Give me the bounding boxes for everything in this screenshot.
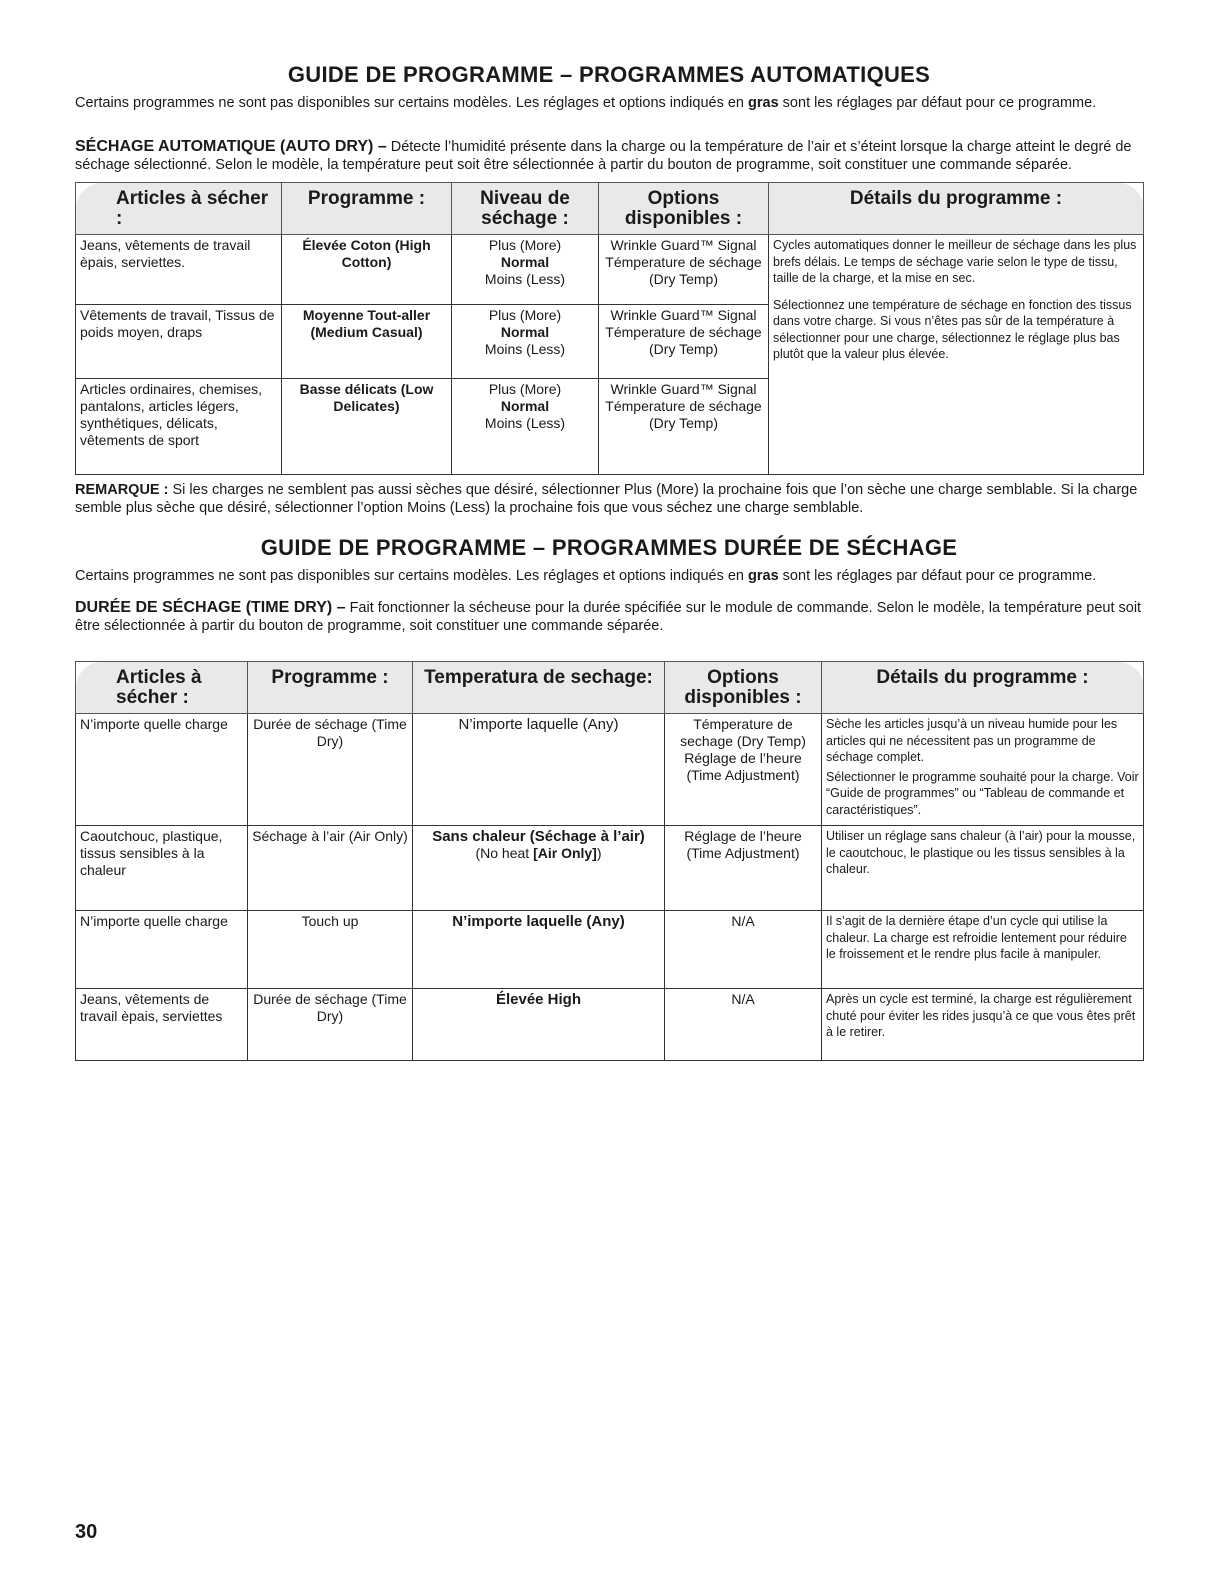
details-paragraph: Cycles automatiques donner le meilleur de séchage dans les plus brefs délais. Le temps de séchage varie selon le type de tissu, taille de la charge, et la mise en sec.: [773, 238, 1137, 285]
options-cell: N/A: [665, 989, 822, 1061]
table-row: [76, 714, 1144, 826]
program-cell: Durée de séchage (Time Dry): [248, 989, 413, 1061]
auto-dry-definition: [75, 138, 1143, 174]
items-cell: Jeans, vêtements de travail èpais, serviettes.: [76, 235, 282, 305]
definition-text: Fait fonctionner la sécheuse pour la durée spécifiée sur le module de commande. Selon le modèle, la température peut soit être sélectionnée à partir du bouton de programme, soit constituer une commande séparée.: [75, 600, 1142, 634]
details-paragraph: Sélectionnez une température de séchage en fonction des tissus dans votre charge. Si vous n’êtes pas sûr de la température à sélectionner pour une charge, sélectionnez le réglage plus bas plutôt que la valeur plus élevée.: [773, 297, 1132, 361]
header-items: Articles à sécher :: [76, 183, 282, 235]
level-cell: [452, 305, 599, 379]
program-cell: Élevée Coton (High Cotton): [282, 235, 452, 305]
level-more: Plus (More): [488, 381, 562, 397]
time-dry-definition: [75, 599, 1143, 635]
items-cell: Caoutchouc, plastique, tissus sensibles à la chaleur: [76, 826, 248, 911]
section1-title: GUIDE DE PROGRAMME – PROGRAMMES AUTOMATIQUES: [287, 62, 931, 87]
details-paragraph: Sélectionner le programme souhaité pour la charge. Voir “Guide de programmes” ou “Tableau de commande et caractéristiques”.: [826, 769, 1139, 817]
remark: [75, 481, 1143, 517]
details-cell: Il s’agit de la dernière étape d’un cycle qui utilise la chaleur. La charge est refroidie lentement pour réduire le froissement et le rendre plus facile à manipuler.: [822, 911, 1144, 989]
items-cell: Articles ordinaires, chemises, pantalons, articles légers, synthétiques, délicats, vêtements de sport: [76, 379, 282, 475]
options-cell: Wrinkle Guard™ Signal Témperature de séchage (Dry Temp): [599, 235, 769, 305]
page-number: 30: [75, 1521, 98, 1543]
header-options: Options disponibles :: [599, 183, 769, 235]
header-details: Détails du programme :: [822, 662, 1144, 714]
program-cell: Durée de séchage (Time Dry): [248, 714, 413, 826]
remark-text: Si les charges ne semblent pas aussi sèches que désiré, sélectionner Plus (More) la prochaine fois que l’on sèche une charge semblable. Si la charge semble plus sèche que désiré, sélectionner l’option Moins (Less) la prochaine fois que vous séchez une charge semblable.: [75, 482, 1138, 516]
table-row: [76, 826, 1144, 911]
table-header-row: [76, 183, 1144, 235]
auto-program-table: [75, 182, 1144, 475]
temperature-bold: Sans chaleur (Séchage à l’air): [432, 828, 645, 845]
header-program: Programme :: [282, 183, 452, 235]
intro-text-end: sont les réglages par défaut pour ce programme.: [778, 568, 1097, 584]
intro-text: Certains programmes ne sont pas disponibles sur certains modèles. Les réglages et options indiqués en: [75, 95, 749, 111]
header-temperature: Temperatura de sechage:: [413, 662, 665, 714]
temperature-cell: N’importe laquelle (Any): [413, 911, 665, 989]
definition-text: Détecte l’humidité présente dans la charge ou la température de l’air et s’éteint lorsque la charge atteint le degré de séchage sélectionné. Selon le modèle, la température peut soit être sélectionnée à partir du bouton de programme, soit constituer une commande séparée.: [75, 139, 1132, 173]
items-cell: Vêtements de travail, Tissus de poids moyen, draps: [76, 305, 282, 379]
temperature-bold-inline: [Air Only]: [533, 845, 597, 861]
intro-text-end: sont les réglages par défaut pour ce programme.: [778, 95, 1097, 111]
temperature-cell: Élevée High: [413, 989, 665, 1061]
header-options: Options disponibles :: [665, 662, 822, 714]
level-normal: Normal: [500, 398, 550, 414]
definition-term: DURÉE DE SÉCHAGE (TIME DRY) –: [75, 599, 346, 616]
level-cell: [452, 379, 599, 475]
details-cell: [769, 235, 1144, 475]
details-cell: Utiliser un réglage sans chaleur (à l’air) pour la mousse, le caoutchouc, le plastique ou les tissus sensibles à la chaleur.: [822, 826, 1144, 911]
level-more: Plus (More): [488, 237, 562, 253]
table-row: [76, 235, 1144, 305]
header-program: Programme :: [248, 662, 413, 714]
program-cell: Moyenne Tout-aller (Medium Casual): [282, 305, 452, 379]
intro-bold: gras: [748, 568, 779, 584]
header-details: Détails du programme :: [769, 183, 1144, 235]
level-less: Moins (Less): [484, 415, 566, 431]
definition-term: SÉCHAGE AUTOMATIQUE (AUTO DRY) –: [75, 138, 387, 155]
items-cell: N’importe quelle charge: [76, 714, 248, 826]
header-items: Articles à sécher :: [76, 662, 248, 714]
level-cell: [452, 235, 599, 305]
level-normal: Normal: [500, 254, 550, 270]
details-cell: [822, 714, 1144, 826]
program-cell: Séchage à l’air (Air Only): [248, 826, 413, 911]
section2-intro: [75, 567, 1143, 585]
table-header-row: [76, 662, 1144, 714]
header-level: Niveau de séchage :: [452, 183, 599, 235]
temperature-cell: [413, 826, 665, 911]
level-more: Plus (More): [488, 307, 562, 323]
items-cell: Jeans, vêtements de travail èpais, serviettes: [76, 989, 248, 1061]
program-cell: Touch up: [248, 911, 413, 989]
section2-title: GUIDE DE PROGRAMME – PROGRAMMES DURÉE DE SÉCHAGE: [260, 535, 958, 560]
level-less: Moins (Less): [484, 271, 566, 287]
section1-intro: [75, 94, 1143, 112]
level-normal: Normal: [500, 324, 550, 340]
options-cell: Témperature de sechage (Dry Temp) Réglage de l’heure (Time Adjustment): [665, 714, 822, 826]
temperature-end: ): [596, 845, 602, 861]
program-cell: Basse délicats (Low Delicates): [282, 379, 452, 475]
temperature-cell: N’importe laquelle (Any): [413, 714, 665, 826]
temperature-normal: (No heat: [475, 845, 534, 861]
details-paragraph: Sèche les articles jusqu’à un niveau humide pour les articles qui ne nécessitent pas un programme de séchage complet.: [826, 717, 1118, 764]
intro-bold: gras: [748, 95, 779, 111]
options-cell: Wrinkle Guard™ Signal Témperature de séchage (Dry Temp): [599, 379, 769, 475]
options-cell: Réglage de l’heure (Time Adjustment): [665, 826, 822, 911]
time-program-table: [75, 661, 1144, 1061]
options-cell: N/A: [665, 911, 822, 989]
table-row: [76, 989, 1144, 1061]
page-content: [75, 62, 1143, 1061]
remark-term: REMARQUE :: [75, 482, 169, 498]
items-cell: N’importe quelle charge: [76, 911, 248, 989]
table-row: [76, 911, 1144, 989]
details-cell: Après un cycle est terminé, la charge est régulièrement chuté pour éviter les rides jusqu’à ce que vous êtes prêt à le retirer.: [822, 989, 1144, 1061]
options-cell: Wrinkle Guard™ Signal Témperature de séchage (Dry Temp): [599, 305, 769, 379]
level-less: Moins (Less): [484, 341, 566, 357]
intro-text: Certains programmes ne sont pas disponibles sur certains modèles. Les réglages et options indiqués en: [75, 568, 749, 584]
